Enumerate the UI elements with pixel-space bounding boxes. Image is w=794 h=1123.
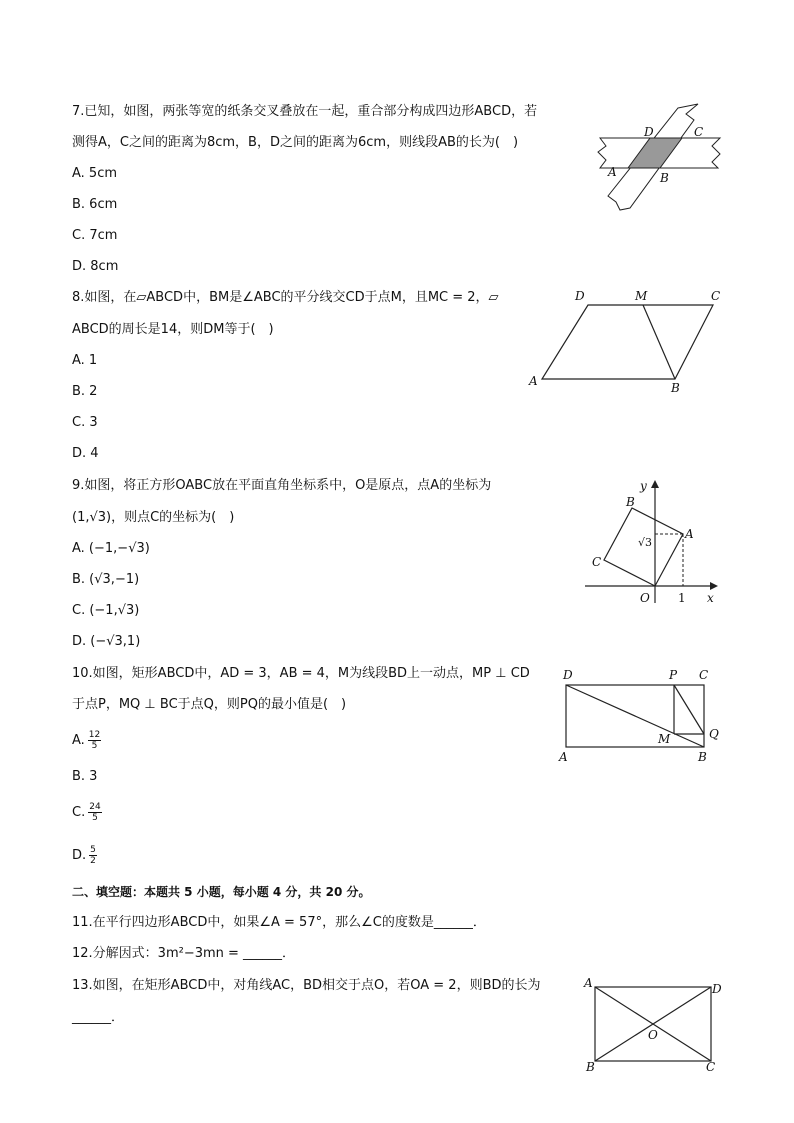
q13-figure — [580, 975, 730, 1080]
q9-label-o: O — [640, 591, 650, 605]
q9-option-c[interactable]: C. (−1,√3) — [72, 603, 140, 618]
q10-option-d-fraction — [89, 845, 97, 866]
q13-label-a: A — [584, 976, 593, 990]
q8-option-d[interactable]: D. 4 — [72, 446, 99, 461]
q10-label-b: B — [698, 750, 707, 764]
fraction-numerator: 12 — [88, 730, 101, 740]
q10-option-a-prefix: A. — [72, 733, 85, 748]
q8-label-m: M — [635, 289, 648, 303]
q10-label-c: C — [699, 668, 709, 682]
q7-figure — [590, 100, 730, 215]
q13-label-b: B — [586, 1060, 595, 1074]
q11: 11.在平行四边形ABCD中，如果∠A = 57°，那么∠C的度数是______． — [72, 915, 486, 930]
q8-option-a[interactable]: A. 1 — [72, 353, 98, 368]
q8-line1: 8.如图，在▱ABCD中，BM是∠ABC的平分线交CD于点M，且MC = 2，▱ — [72, 290, 499, 305]
q9-label-a: A — [685, 527, 694, 541]
parallelogram-abcd — [542, 305, 713, 379]
q8-label-c: C — [711, 289, 721, 303]
q7-option-c[interactable]: C. 7cm — [72, 228, 118, 243]
fraction-numerator: 5 — [90, 845, 96, 855]
q10-label-p: P — [669, 668, 678, 682]
q7-label-c: C — [694, 125, 704, 139]
q10-option-b[interactable]: B. 3 — [72, 769, 98, 784]
fraction-denominator: 2 — [90, 856, 96, 866]
q10-label-q: Q — [709, 727, 719, 741]
q7-option-a[interactable]: A. 5cm — [72, 166, 118, 181]
q9-label-c: C — [592, 555, 602, 569]
q9-option-b[interactable]: B. (√3,−1) — [72, 572, 140, 587]
q9-label-x: x — [707, 591, 714, 605]
x-axis-arrow — [710, 582, 718, 590]
q7-line1: 7.已知，如图，两张等宽的纸条交叉叠放在一起，重合部分构成四边形ABCD，若 — [72, 104, 538, 119]
q13-line1: 13.如图，在矩形ABCD中，对角线AC，BD相交于点O，若OA = 2，则BD的长为 — [72, 978, 541, 993]
bisector-bm — [643, 305, 675, 379]
section2-heading: 二、填空题：本题共 5 小题，每小题 4 分，共 20 分。 — [72, 885, 371, 899]
q10-label-a: A — [559, 750, 568, 764]
q9-option-a[interactable]: A. (−1,−√3) — [72, 541, 150, 556]
q8-line2: ABCD的周长是14，则DM等于( ) — [72, 322, 274, 337]
q10-option-a-fraction — [88, 730, 101, 751]
q9-label-y: y — [640, 479, 647, 493]
fraction-denominator: 5 — [91, 741, 98, 751]
q7-label-d: D — [644, 125, 654, 139]
q8-figure — [525, 285, 725, 400]
q13-label-d: D — [712, 982, 722, 996]
fraction-denominator: 5 — [92, 813, 98, 823]
q10-line1: 10.如图，矩形ABCD中，AD = 3，AB = 4，M为线段BD上一动点，MP ⊥ CD — [72, 666, 530, 681]
q7-line2: 测得A，C之间的距离为8cm，B，D之间的距离为6cm，则线段AB的长为( ) — [72, 135, 519, 150]
q9-label-b: B — [626, 495, 635, 509]
q9-figure — [580, 478, 730, 608]
diagonal-bd — [566, 685, 704, 747]
q7-label-a: A — [608, 165, 617, 179]
q9-option-d[interactable]: D. (−√3,1) — [72, 634, 141, 649]
q10-figure — [555, 665, 725, 765]
q10-option-c[interactable] — [72, 800, 102, 826]
q10-label-d: D — [563, 668, 573, 682]
q10-option-d-prefix: D. — [72, 848, 87, 863]
segment-pq — [674, 685, 704, 734]
q13-label-o: O — [648, 1028, 658, 1042]
q13-label-c: C — [706, 1060, 716, 1074]
q7-label-b: B — [660, 171, 669, 185]
q10-option-d[interactable] — [72, 843, 97, 869]
q8-label-a: A — [529, 374, 538, 388]
q10-label-m: M — [658, 732, 671, 746]
q8-option-c[interactable]: C. 3 — [72, 415, 98, 430]
q8-label-b: B — [671, 381, 680, 395]
q10-option-c-fraction — [88, 802, 101, 823]
q10-option-c-prefix: C. — [72, 805, 86, 820]
q10-option-a[interactable] — [72, 728, 101, 754]
fraction-numerator: 24 — [89, 802, 101, 812]
q9-line1: 9.如图，将正方形OABC放在平面直角坐标系中，O是原点，点A的坐标为 — [72, 478, 492, 493]
q12: 12.分解因式：3m²−3mn = ______． — [72, 946, 296, 961]
q8-option-b[interactable]: B. 2 — [72, 384, 98, 399]
q7-option-b[interactable]: B. 6cm — [72, 197, 118, 212]
y-axis-arrow — [651, 480, 659, 488]
q8-label-d: D — [575, 289, 585, 303]
q9-label-one: 1 — [678, 591, 686, 605]
q13-line2: ______． — [72, 1010, 125, 1025]
q9-label-sqrt3: √3 — [638, 536, 653, 549]
q10-line2: 于点P，MQ ⊥ BC于点Q，则PQ的最小值是( ) — [72, 697, 347, 712]
q9-line2: (1,√3)，则点C的坐标为( ) — [72, 510, 235, 525]
q7-option-d[interactable]: D. 8cm — [72, 259, 119, 274]
